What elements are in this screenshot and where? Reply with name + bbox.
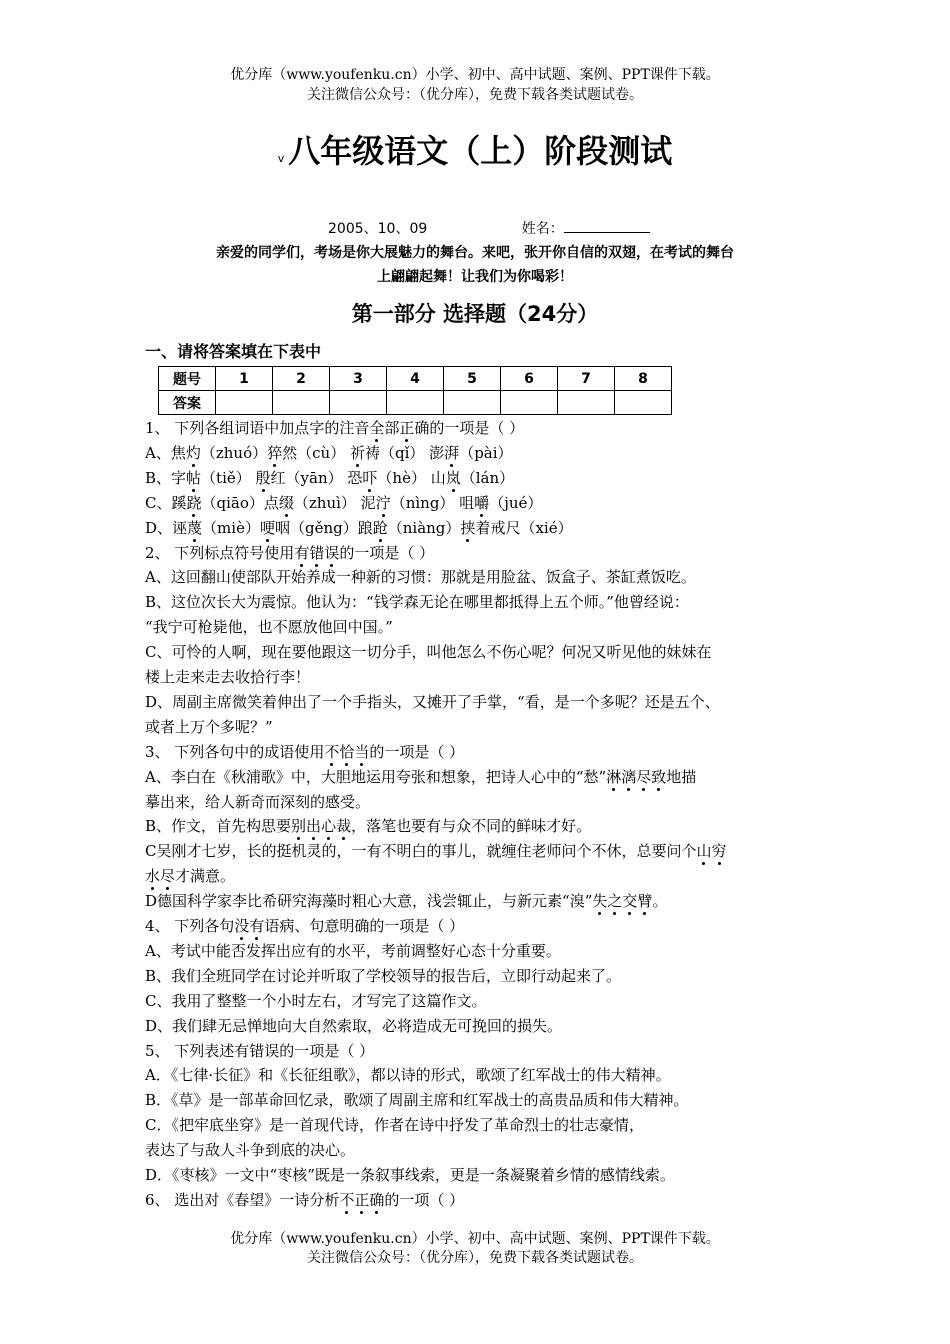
emphasized-char: 蔑 (187, 518, 203, 537)
line-text: A、焦 (145, 443, 186, 462)
emphasized-char: 没 (234, 917, 250, 935)
emphasized-char: 哽 (259, 518, 275, 537)
emphasized-char: 出 (306, 817, 322, 836)
emphasized-char: 确 (369, 1190, 385, 1209)
header-line-1: 优分库（www.youfenku.cn）小学、初中、高中试题、案例、PPT课件下载。 (230, 67, 720, 83)
line-text: B、这位次长大为震惊。他认为：“钱学森无论在哪里都抵得上五个师。”他曾经说： (145, 593, 689, 612)
answer-cell[interactable] (273, 391, 330, 415)
question-number-label: 题号 (159, 367, 216, 391)
line-text: 3、 下列各句中的成语使用 (145, 742, 325, 761)
question-line (145, 592, 689, 612)
emphasized-char: 裁 (336, 817, 352, 836)
line-text: 语病、句意明确的一项是（ ） (264, 917, 465, 935)
emphasized-char: 挟 (460, 518, 476, 537)
line-text: 6、 选出对《春望》一诗分析 (145, 1190, 340, 1209)
question-line (145, 742, 464, 762)
line-text: D德国科学家李比希研究海藻时粗心大意，浅尝辄止，与新元素“溴” (145, 892, 593, 911)
emphasized-char: 跄 (372, 518, 388, 537)
line-text: D、我们肆无忌惮地向大自然索取，必将造成无可挽回的损失。 (145, 1016, 563, 1035)
question-line (145, 841, 727, 861)
line-text: 。 (652, 892, 668, 911)
line-text: 踉 (357, 518, 373, 537)
question-line (145, 1190, 464, 1210)
emphasized-char: 漓 (621, 767, 637, 786)
emphasized-char: 缀 (278, 493, 294, 512)
question-number: 5 (444, 367, 501, 391)
question-line (145, 1065, 671, 1085)
question-number: 1 (216, 367, 273, 391)
emphasized-char: 有 (249, 917, 265, 935)
line-text: B、我们全班同学在讨论并听取了学校领导的报告后，立即行动起来了。 (145, 966, 622, 985)
line-text: C吴刚才七岁，长的挺机灵的，一有不明白的事儿，就缠住老师问个不休，总要问个 (145, 842, 697, 861)
line-text: 4、 下列各句 (145, 917, 235, 935)
line-text: （lán） (460, 468, 515, 487)
footer-line-2: 关注微信公众号：（优分库），免费下载各类试题试卷。 (307, 1250, 643, 1266)
question-number: 4 (387, 367, 444, 391)
exam-meta (328, 220, 650, 238)
title-mark: v (277, 152, 285, 165)
line-text: A、这回翻山使部队开始养成一种新的习惯：那就是用脸盆、饭盒子、茶缸煮饭吃。 (145, 568, 696, 587)
line-text: D、周副主席微笑着伸出了一个手指头，又摊开了手掌，“看，是一个多呢？还是五个、 (145, 692, 720, 711)
line-text: “我宁可枪毙他，也不愿放他回中国。” (145, 618, 393, 637)
question-line (145, 916, 464, 936)
emphasized-char: 水 (145, 867, 161, 886)
line-text: （zhuì） 泥 (293, 493, 376, 512)
line-text: C、我用了整整一个小时左右，才写完了这篇作文。 (145, 991, 487, 1010)
emphasized-char: 全 (369, 419, 385, 437)
question-line (145, 518, 573, 538)
line-text: 2、 下列标点符号使用 (145, 543, 295, 562)
question-line (145, 567, 696, 587)
emphasized-char: 臂 (637, 892, 653, 911)
line-text: 的一项是（ ） (339, 543, 435, 562)
emphasized-char: 当 (354, 742, 370, 761)
emphasized-char: 山 (696, 842, 712, 861)
line-text: 祷（qǐ） 澎 (365, 443, 445, 462)
emphasized-char: 灼 (185, 443, 201, 462)
answer-cell[interactable] (558, 391, 615, 415)
exam-date: 2005、10、09 (328, 221, 428, 237)
question-line (145, 792, 370, 812)
emphasized-char: 不 (339, 1190, 355, 1209)
line-text: C、蹊 (145, 493, 187, 512)
answer-cell[interactable] (615, 391, 672, 415)
question-line (145, 443, 513, 463)
intro-line-2: 上翩翩起舞！让我们为你喝彩！ (377, 269, 573, 285)
question-line (145, 468, 514, 488)
emphasized-char: 岚 (445, 468, 461, 487)
answer-label: 答案 (159, 391, 216, 415)
intro-line-1: 亲爱的同学们，考场是你大展魅力的舞台。来吧，张开你自信的双翅，在考试的舞台 (216, 245, 734, 261)
question-line (145, 1041, 374, 1061)
header-line-2: 关注微信公众号：（优分库），免费下载各类试题试卷。 (307, 87, 643, 103)
line-text: C．《把牢底坐穿》是一首现代诗，作者在诗中抒发了革命烈士的壮志豪情， (145, 1116, 644, 1135)
question-line (145, 1016, 562, 1036)
question-line (145, 941, 561, 961)
emphasized-char: 别 (291, 817, 307, 836)
emphasized-char: 猝 (267, 443, 283, 462)
line-text: 的一项（ ） (384, 1190, 465, 1209)
line-text: 楼上走来走去收拾行李！ (145, 668, 311, 686)
line-text: A、李白在《秋浦歌》中，大胆地运用夸张和想象，把诗人心中的“愁” (145, 767, 607, 786)
line-text: 确的一项是（ ） (414, 419, 525, 437)
answer-table-header-row (159, 367, 672, 391)
question-line (145, 816, 591, 836)
line-text: 然（cù） (282, 443, 350, 462)
line-text: A、考试中能否发挥出应有的水平，考前调整好心态十分重要。 (145, 941, 561, 960)
question-number: 3 (330, 367, 387, 391)
line-text: B、字 (145, 468, 187, 487)
line-text: （nìng） 咀 (390, 493, 475, 512)
question-line (145, 1090, 689, 1110)
emphasized-char: 错 (309, 543, 325, 562)
question-line (145, 493, 542, 513)
emphasized-char: 致 (651, 767, 667, 786)
title-text: 八年级语文（上）阶段测试 (288, 132, 673, 170)
line-text: （niàng） (387, 518, 461, 537)
line-text: 摹出来，给人新奇而深刻的感受。 (145, 792, 371, 811)
line-text: C、可怜的人啊，现在要他跟这一切分手，叫他怎么不伤心呢？何况又听见他的妹妹在 (145, 643, 712, 662)
question-line (145, 617, 393, 637)
question-line (145, 692, 720, 712)
emphasized-char: 心 (321, 817, 337, 836)
question-number: 7 (558, 367, 615, 391)
name-blank (564, 220, 650, 233)
line-text: 5、 下列表述有错误的一项是（ ） (145, 1041, 375, 1060)
answer-cell[interactable] (216, 391, 273, 415)
question-line (145, 667, 310, 687)
emphasized-char: 淋 (606, 767, 622, 786)
question-line (145, 418, 524, 438)
emphasized-char: 殷 (255, 468, 271, 487)
line-text: 着戒尺（xié） (475, 518, 573, 537)
answer-cell[interactable] (501, 391, 558, 415)
emphasized-char: 正 (399, 419, 415, 437)
question-line (145, 717, 273, 737)
answer-table (158, 366, 672, 415)
line-text: （pài） (459, 443, 513, 462)
emphasized-char: 误 (324, 543, 340, 562)
section-title: 一、请将答案填在下表中 (145, 342, 322, 361)
question-line (145, 891, 667, 911)
emphasized-char: 嚼 (474, 493, 490, 512)
line-text: 红（yān） 恐 (270, 468, 363, 487)
line-text: 的一项是（ ） (369, 742, 465, 761)
line-text: （qiāo）点 (201, 493, 279, 512)
emphasized-char: 穷 (711, 842, 727, 861)
emphasized-char: 尽 (160, 867, 176, 886)
question-number: 2 (273, 367, 330, 391)
emphasized-char: 交 (622, 892, 638, 911)
part-title: 第一部分 选择题（24分） (351, 302, 599, 326)
line-text: B、作文，首先构思要 (145, 817, 292, 836)
question-line (145, 1115, 644, 1135)
line-text: 或者上万个多呢？” (145, 717, 273, 736)
line-text: ，落笔也要有与众不同的鲜味才好。 (351, 817, 592, 836)
question-line (145, 767, 696, 787)
line-text: 部 (384, 419, 400, 437)
line-text: 表达了与敌人斗争到底的决心。 (145, 1141, 356, 1160)
emphasized-char: 湃 (444, 443, 460, 462)
line-text: B．《草》是一部革命回忆录，歌颂了周副主席和红军战士的高贵品质和伟大精神。 (145, 1091, 689, 1110)
line-text: （zhuó） (200, 443, 268, 462)
line-text: （miè） (202, 518, 260, 537)
answer-cell[interactable] (444, 391, 501, 415)
footer-line-1: 优分库（www.youfenku.cn）小学、初中、高中试题、案例、PPT课件下载。 (230, 1231, 720, 1247)
line-text: A．《七律·长征》和《长征组歌》，都以诗的形式，歌颂了红军战士的伟大精神。 (145, 1066, 671, 1085)
line-text: 咽（gěng） (274, 518, 358, 537)
question-line (145, 991, 486, 1011)
emphasized-char: 正 (354, 1190, 370, 1209)
emphasized-char: 泞 (375, 493, 391, 512)
question-number: 6 (501, 367, 558, 391)
page-title (0, 132, 950, 178)
emphasized-char: 帖 (186, 468, 202, 487)
line-text: D、诬 (145, 518, 188, 537)
emphasized-char: 之 (607, 892, 623, 911)
emphasized-char: 失 (592, 892, 608, 911)
emphasized-char: 恰 (339, 742, 355, 761)
emphasized-char: 尽 (636, 767, 652, 786)
name-label: 姓名： (521, 221, 564, 237)
line-text: 地描 (666, 767, 697, 786)
emphasized-char: 跷 (186, 493, 202, 512)
line-text: 才满意。 (175, 867, 236, 886)
question-line (145, 543, 434, 563)
line-text: （tiě） (201, 468, 256, 487)
emphasized-char: 吓 (362, 468, 378, 487)
line-text: D．《枣核》一文中“枣核”既是一条叙事线索，更是一条凝聚着乡情的感情线索。 (145, 1166, 675, 1184)
line-text: （jué） (489, 493, 543, 512)
question-line (145, 966, 621, 986)
line-text: 1、 下列各组词语中加点字的注音 (145, 419, 370, 437)
question-line (145, 866, 235, 886)
emphasized-char: 有 (294, 543, 310, 562)
answer-cell[interactable] (330, 391, 387, 415)
question-line (145, 1165, 675, 1185)
emphasized-char: 不 (324, 742, 340, 761)
question-number: 8 (615, 367, 672, 391)
line-text: （hè） 山 (377, 468, 446, 487)
answer-cell[interactable] (387, 391, 444, 415)
answer-table-answer-row (159, 391, 672, 415)
question-line (145, 642, 711, 662)
emphasized-char: 祈 (349, 443, 365, 462)
question-line (145, 1140, 355, 1160)
